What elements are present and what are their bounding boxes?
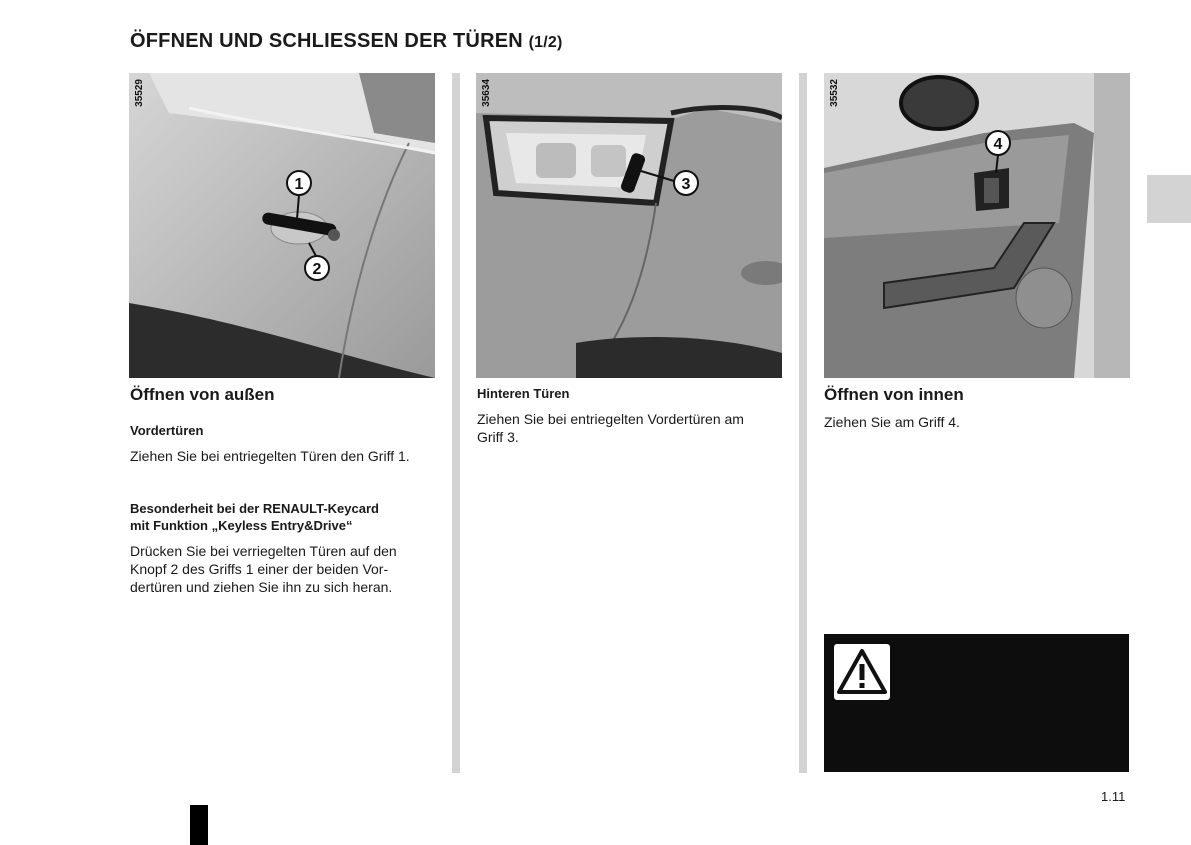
callout-2-label: 2 bbox=[312, 261, 322, 278]
rear-doors-text-line1: Ziehen Sie bei entriegelten Vordertüren am bbox=[477, 411, 744, 427]
keycard-text bbox=[130, 542, 435, 596]
keycard-text-line2: Knopf 2 des Griffs 1 einer der beiden Vor- bbox=[130, 561, 389, 577]
column-divider-right bbox=[799, 73, 807, 773]
page-title bbox=[130, 30, 563, 53]
page-title-text: ÖFFNEN UND SCHLIESSEN DER TÜREN bbox=[130, 30, 523, 52]
subheading-keycard bbox=[130, 500, 450, 534]
callout-4-label: 4 bbox=[993, 136, 1003, 153]
print-mark bbox=[190, 805, 208, 845]
keycard-text-line3: dertüren und ziehen Sie ihn zu sich heran. bbox=[130, 579, 393, 595]
photo-code: 35634 bbox=[481, 79, 492, 107]
rear-doors-text-line2: Griff 3. bbox=[477, 429, 519, 445]
page-title-part: (1/2) bbox=[528, 34, 563, 51]
photo-exterior-front-door bbox=[129, 73, 435, 378]
subheading-keycard-line2: mit Funktion „Keyless Entry&Drive“ bbox=[130, 518, 353, 533]
warning-triangle-icon bbox=[834, 644, 890, 700]
callout-1-label: 1 bbox=[294, 176, 304, 193]
heading-outside: Öffnen von außen bbox=[130, 385, 275, 404]
callout-3-label: 3 bbox=[681, 176, 691, 193]
photo-code: 35529 bbox=[134, 79, 145, 107]
subheading-rear-doors: Hinteren Türen bbox=[477, 386, 570, 401]
rear-doors-text bbox=[477, 410, 782, 446]
subheading-front-doors: Vordertüren bbox=[130, 423, 204, 438]
subheading-keycard-line1: Besonderheit bei der RENAULT-Keycard bbox=[130, 501, 379, 516]
chapter-tab bbox=[1147, 175, 1191, 223]
photo-code: 35532 bbox=[829, 79, 840, 107]
column-divider-left bbox=[452, 73, 460, 773]
heading-inside: Öffnen von innen bbox=[824, 385, 964, 404]
front-doors-text: Ziehen Sie bei entriegelten Türen den Griff 1. bbox=[130, 448, 410, 464]
photo-rear-door bbox=[476, 73, 782, 378]
page-number: 1.11 bbox=[1101, 789, 1126, 804]
inside-text: Ziehen Sie am Griff 4. bbox=[824, 414, 960, 430]
keycard-text-line1: Drücken Sie bei verriegelten Türen auf den bbox=[130, 543, 397, 559]
warning-box bbox=[824, 634, 1129, 772]
photo-interior-door bbox=[824, 73, 1130, 378]
